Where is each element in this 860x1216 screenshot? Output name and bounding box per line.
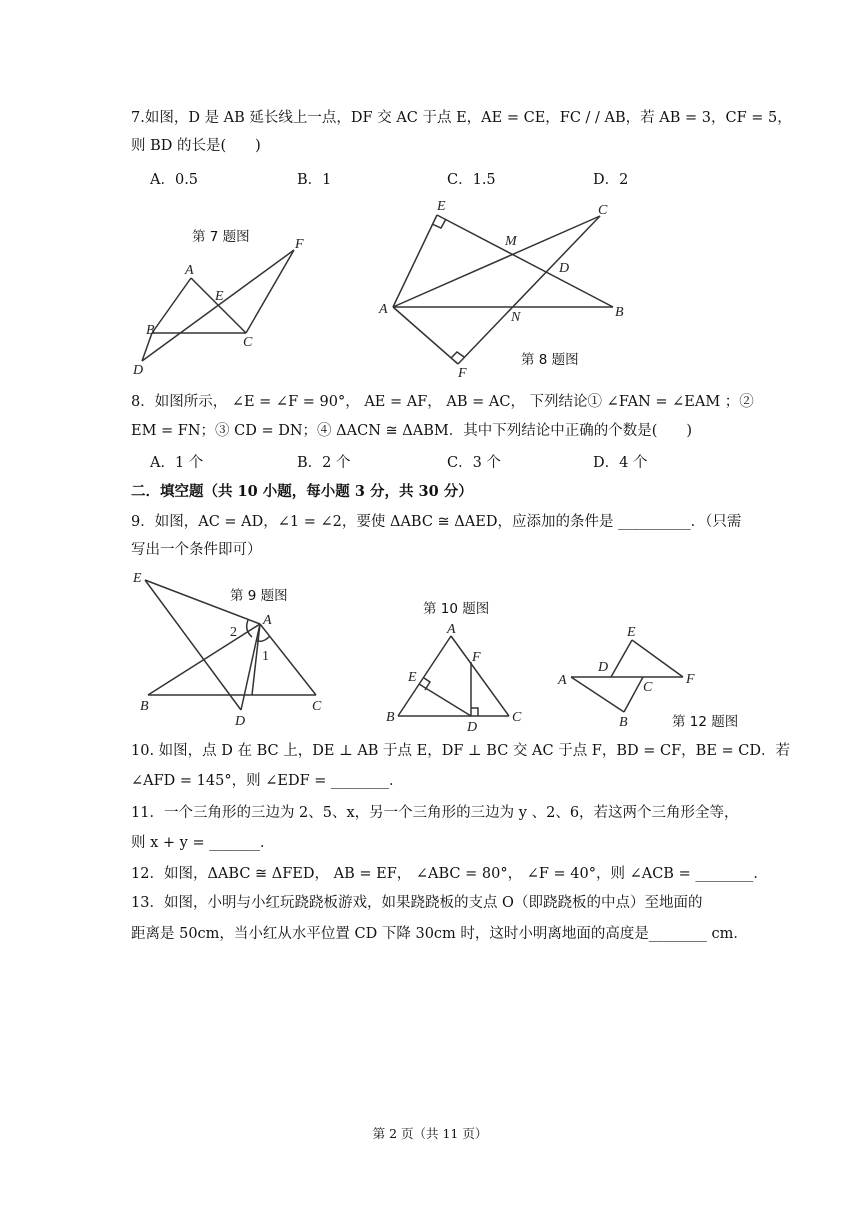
fig9-label-d: D [235, 714, 246, 729]
page-footer: 第 2 页（共 11 页） [372, 1126, 488, 1141]
fig9-label-a: A [263, 613, 272, 628]
q13-text-line1: 13．如图，小明与小红玩跷跷板游戏，如果跷跷板的支点 O（即跷跷板的中点）至地面的 [131, 895, 703, 911]
fig10-label-a: A [447, 622, 456, 637]
fig10-label-e: E [408, 670, 417, 685]
q9-text-line1: 9．如图，AC = AD，∠1 = ∠2，要使 ΔABC ≅ ΔAED，应添加的条件是 __________．（只需 [131, 514, 742, 530]
fig12-segment-ab [571, 677, 624, 712]
q7-option-d: D．2 [593, 172, 629, 188]
q10-text-line1: 10. 如图，点 D 在 BC 上，DE ⊥ AB 于点 E，DF ⊥ BC 交 AC 于点 F，BD = CF，BE = CD．若 [131, 743, 790, 759]
q8-text-line2: EM = FN；③ CD = DN；④ ΔACN ≅ ΔABM．其中下列结论中正确的个数是( ) [131, 423, 693, 439]
fig12-segment-de [611, 640, 632, 677]
fig8-label-a: A [379, 302, 388, 317]
fig10-caption: 第 10 题图 [423, 601, 490, 617]
fig12-label-b: B [619, 715, 628, 730]
fig8-label-e: E [437, 199, 446, 214]
fig9-label-e: E [133, 571, 142, 586]
q13-text-line2: 距离是 50cm，当小红从水平位置 CD 下降 30cm 时，这时小明离地面的高度是________ cm． [131, 926, 748, 942]
fig8-label-b: B [615, 305, 624, 320]
q9-text-line2: 写出一个条件即可） [131, 542, 262, 558]
q8-option-c: C．3 个 [447, 455, 501, 471]
q11-text-line2: 则 x + y = _______． [131, 835, 275, 851]
q8-text-line1: 8．如图所示， ∠E = ∠F = 90°， AE = AF， AB = AC， 下列结论① ∠FAN = ∠EAM ；② [131, 394, 754, 410]
fig12-caption: 第 12 题图 [672, 714, 739, 730]
fig8-label-c: C [598, 203, 608, 218]
fig9-caption: 第 9 题图 [230, 588, 288, 604]
q7-option-b: B．1 [297, 172, 332, 188]
fig10-label-f: F [472, 650, 481, 665]
q7-option-c: C．1.5 [447, 172, 496, 188]
section-heading-fill-in-blank: 二．填空题（共 10 小题，每小题 3 分，共 30 分） [131, 483, 473, 500]
fig12-segment-ef [632, 640, 683, 677]
fig12-label-e: E [627, 625, 636, 640]
fig9-label-1: 1 [262, 649, 269, 664]
fig8-label-m: M [505, 234, 517, 249]
fig7-label-c: C [243, 335, 253, 350]
fig12-label-c: C [643, 680, 653, 695]
fig10-label-c: C [512, 710, 522, 725]
q10-text-line2: ∠AFD = 145°，则 ∠EDF = ________． [131, 773, 404, 789]
fig7-caption: 第 7 题图 [192, 229, 250, 245]
fig10-label-b: B [386, 710, 395, 725]
q11-text-line1: 11．一个三角形的三边为 2、5、x，另一个三角形的三边为 y 、2、6，若这两个三角形全等， [131, 805, 739, 821]
q8-option-b: B．2 个 [297, 455, 351, 471]
fig12-segment-bc [624, 677, 643, 712]
fig9-label-2: 2 [230, 625, 237, 640]
q7-option-a: A．0.5 [150, 172, 199, 188]
q12-text-line1: 12．如图，ΔABC ≅ ΔFED， AB = EF， ∠ABC = 80°， ∠F = 40°，则 ∠ACB = ________． [131, 866, 768, 882]
fig8-label-d: D [559, 261, 570, 276]
q8-option-d: D．4 个 [593, 455, 648, 471]
fig8-label-f: F [458, 366, 467, 381]
fig7-label-e: E [215, 289, 224, 304]
fig12-label-d: D [598, 660, 609, 675]
q7-text-line1: 7.如图，D 是 AB 延长线上一点，DF 交 AC 于点 E，AE = CE，FC / / AB，若 AB = 3，CF = 5， [131, 110, 792, 126]
fig7-label-a: A [185, 263, 194, 278]
q8-option-a: A．1 个 [150, 455, 204, 471]
fig9-label-c: C [312, 699, 322, 714]
fig8-label-n: N [511, 310, 521, 325]
fig9-label-b: B [140, 699, 149, 714]
fig10-label-d: D [467, 720, 478, 735]
fig7-label-f: F [295, 237, 304, 252]
fig8-caption: 第 8 题图 [521, 352, 579, 368]
fig7-label-d: D [133, 363, 144, 378]
fig12-label-a: A [558, 673, 567, 688]
fig7-label-b: B [146, 323, 155, 338]
fig12-label-f: F [686, 672, 695, 687]
q7-text-line2: 则 BD 的长是( ) [131, 138, 261, 154]
